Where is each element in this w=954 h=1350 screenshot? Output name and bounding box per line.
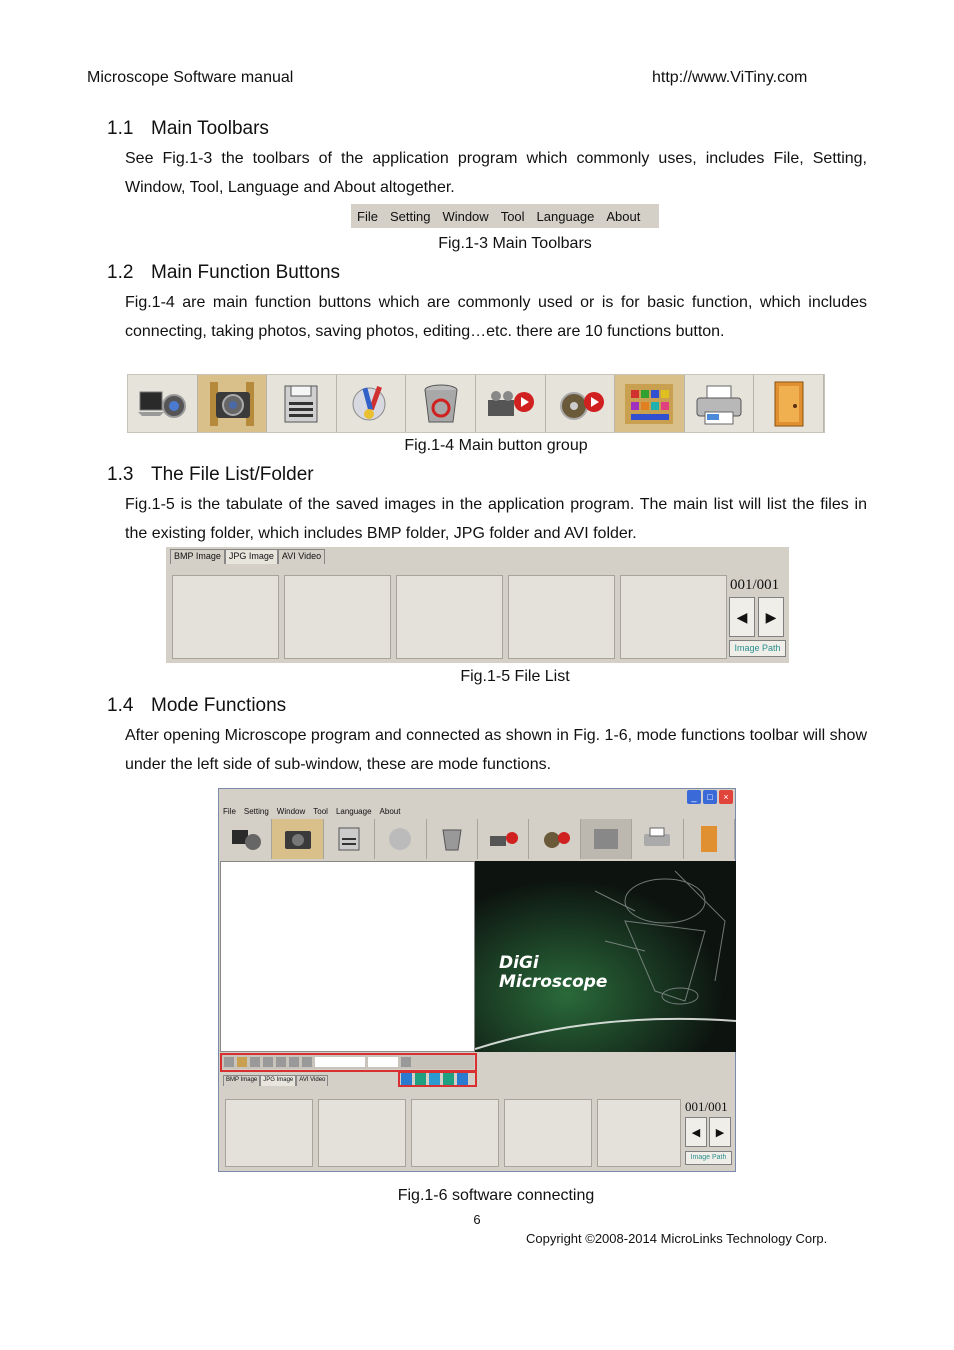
page-number: 6 <box>473 1212 481 1227</box>
highlight-box <box>220 1053 477 1072</box>
thumbnail-slot <box>225 1099 313 1167</box>
prev-page-button: ◀ <box>729 597 755 637</box>
thumbnail-slot <box>172 575 279 659</box>
exit-icon <box>684 819 735 859</box>
palette-icon <box>581 819 632 859</box>
page-counter: 001/001 <box>685 1099 728 1114</box>
app-toolbar <box>221 819 735 859</box>
prev-page-button: ◀ <box>685 1117 707 1147</box>
next-page-button: ▶ <box>758 597 784 637</box>
thumbnail-slot <box>620 575 727 659</box>
app-menu-language: Language <box>335 807 372 816</box>
caption-fig-1-5: Fig.1-5 File List <box>460 668 570 685</box>
footer-copyright: Copyright ©2008-2014 MicroLinks Technology Corp. <box>526 1231 828 1246</box>
print-icon <box>632 819 683 859</box>
header-url[interactable]: http://www.ViTiny.com <box>652 69 808 86</box>
highlight-box <box>398 1071 477 1087</box>
edit-icon <box>337 375 407 432</box>
edit-icon <box>375 819 426 859</box>
caption-fig-1-6: Fig.1-6 software connecting <box>397 1187 595 1204</box>
caption-fig-1-3: Fig.1-3 Main Toolbars <box>438 235 592 252</box>
video-play-icon <box>529 819 580 859</box>
section-heading-1-3 <box>107 464 314 486</box>
file-list-figure <box>166 547 789 663</box>
paragraph-1-4: After opening Microscope program and connected as shown in Fig. 1-6, mode functions toolbar will show under the left side of sub-window, these are mode functions. <box>125 727 867 773</box>
recycle-icon <box>427 819 478 859</box>
menu-window: Window <box>442 208 489 224</box>
thumbnail-slot <box>504 1099 592 1167</box>
section-number: 1.2 <box>107 262 134 283</box>
thumbnail-slot <box>318 1099 406 1167</box>
section-title: Main Function Buttons <box>151 262 341 283</box>
caption-fig-1-4: Fig.1-4 Main button group <box>404 437 588 454</box>
tab-avi-video: AVI Video <box>278 549 325 564</box>
app-menu-setting: Setting <box>243 807 269 816</box>
app-menu-file: File <box>223 807 236 816</box>
thumbnail-slot <box>411 1099 499 1167</box>
splash-panel <box>475 861 736 1052</box>
tab-avi-video: AVI Video <box>296 1075 328 1086</box>
image-preview-pane <box>220 861 475 1052</box>
section-title: Main Toolbars <box>151 118 269 139</box>
window-controls <box>687 790 733 804</box>
splash-line-1: DiGi <box>499 953 539 973</box>
print-icon <box>685 375 755 432</box>
header-title: Microscope Software manual <box>87 69 294 86</box>
menu-about: About <box>606 208 641 224</box>
close-icon: × <box>719 790 733 804</box>
image-path-button: Image Path <box>685 1151 732 1165</box>
camera-icon <box>272 819 323 859</box>
menu-setting: Setting <box>389 208 431 224</box>
paragraph-1-3: Fig.1-5 is the tabulate of the saved images in the application program. The main list will list the files in the existing folder, which includes BMP folder, JPG folder and AVI folder. <box>125 496 867 542</box>
save-icon <box>324 819 375 859</box>
thumbnail-slot <box>396 575 503 659</box>
section-heading-1-4 <box>107 695 286 717</box>
connect-icon <box>221 819 272 859</box>
thumbnail-slot <box>597 1099 681 1167</box>
tab-jpg-image: JPG Image <box>225 549 278 564</box>
video-record-icon <box>478 819 529 859</box>
splash-line-2: Microscope <box>499 972 608 992</box>
app-menu <box>223 807 400 816</box>
paragraph-1-2: Fig.1-4 are main function buttons which are commonly used or is for basic function, which includes connecting, taking photos, saving photos, editing…etc. there are 10 functions button. <box>125 294 867 340</box>
camera-icon <box>198 375 268 432</box>
next-page-button: ▶ <box>709 1117 731 1147</box>
software-screenshot-figure <box>218 788 736 1172</box>
app-menu-tool: Tool <box>313 807 328 816</box>
app-file-tabs <box>223 1075 328 1086</box>
section-heading-1-1 <box>107 118 269 140</box>
connect-icon <box>128 375 198 432</box>
thumbnail-slot <box>508 575 615 659</box>
paragraph-1-1: See Fig.1-3 the toolbars of the application program which commonly uses, includes File, Setting, Window, Tool, Language and About altogether. <box>125 150 867 196</box>
tab-bmp-image: BMP Image <box>170 549 225 564</box>
save-icon <box>267 375 337 432</box>
tab-jpg-image: JPG Image <box>260 1075 296 1086</box>
app-menu-window: Window <box>276 807 306 816</box>
exit-icon <box>754 375 824 432</box>
section-heading-1-2 <box>107 262 340 284</box>
minimize-icon: _ <box>687 790 701 804</box>
section-title: The File List/Folder <box>151 464 314 485</box>
section-number: 1.4 <box>107 695 134 716</box>
section-number: 1.3 <box>107 464 134 485</box>
video-play-icon <box>546 375 616 432</box>
menu-language: Language <box>536 208 595 224</box>
page-counter: 001/001 <box>730 577 780 593</box>
file-tabs <box>170 549 325 565</box>
section-number: 1.1 <box>107 118 134 139</box>
video-record-icon <box>476 375 546 432</box>
thumbnail-slot <box>284 575 391 659</box>
menu-tool: Tool <box>500 208 525 224</box>
maximize-icon: □ <box>703 790 717 804</box>
recycle-icon <box>406 375 476 432</box>
main-button-group-figure <box>127 374 825 433</box>
splash-logo-text <box>499 954 607 992</box>
section-title: Mode Functions <box>151 695 287 716</box>
menu-file: File <box>357 208 378 224</box>
image-path-button: Image Path <box>729 640 786 657</box>
app-menu-about: About <box>379 807 401 816</box>
main-toolbar-figure <box>351 204 659 228</box>
palette-icon <box>615 375 685 432</box>
tab-bmp-image: BMP Image <box>223 1075 260 1086</box>
